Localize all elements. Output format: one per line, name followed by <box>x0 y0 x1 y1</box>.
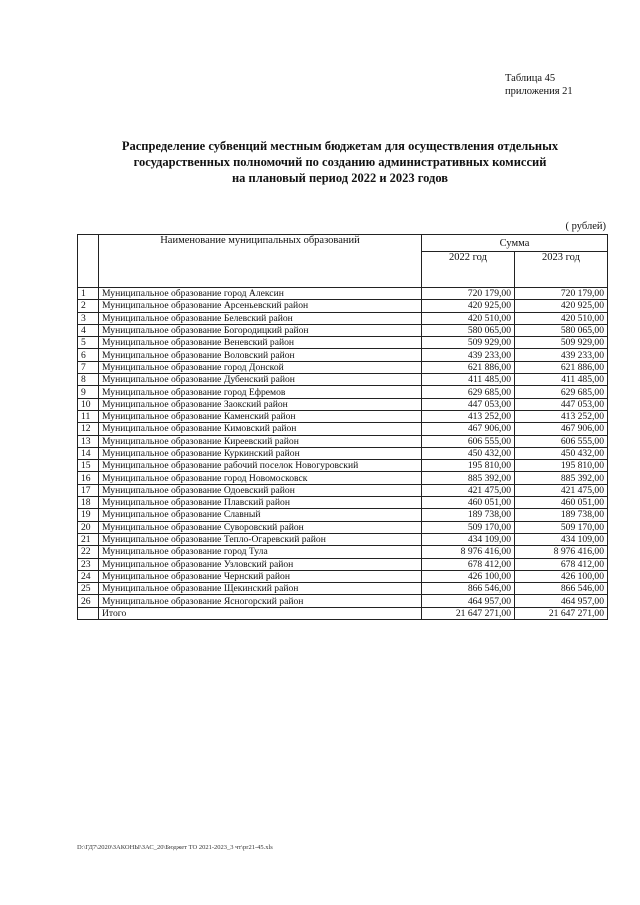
municipality-name-cell: Муниципальное образование Плавский район <box>99 497 422 509</box>
row-number-cell: 18 <box>78 497 99 509</box>
table-row <box>78 398 608 410</box>
amount-2022-cell: 509 170,00 <box>422 521 515 533</box>
municipality-name-cell: Муниципальное образование город Тула <box>99 546 422 558</box>
table-row <box>78 558 608 570</box>
title-line-1: Распределение субвенций местным бюджетам для осуществления отдельных <box>121 139 559 153</box>
municipality-name-cell: Муниципальное образование Белевский район <box>99 312 422 324</box>
table-row <box>78 300 608 312</box>
amount-2023-cell: 606 555,00 <box>515 435 608 447</box>
municipality-name-cell: Муниципальное образование Чернский район <box>99 570 422 582</box>
municipality-name-cell: Муниципальное образование Кимовский район <box>99 423 422 435</box>
amount-2022-cell: 195 810,00 <box>422 460 515 472</box>
amount-2023-cell: 885 392,00 <box>515 472 608 484</box>
amount-2022-cell: 411 485,00 <box>422 374 515 386</box>
municipality-name-cell: Муниципальное образование город Донской <box>99 361 422 373</box>
total-number-cell <box>78 607 99 619</box>
amount-2023-cell: 434 109,00 <box>515 533 608 545</box>
amount-2023-cell: 420 510,00 <box>515 312 608 324</box>
amount-2022-cell: 447 053,00 <box>422 398 515 410</box>
amount-2023-cell: 450 432,00 <box>515 447 608 459</box>
municipality-name-cell: Муниципальное образование Киреевский район <box>99 435 422 447</box>
appendix-label: приложения 21 <box>505 86 573 97</box>
header-sum-cell: Сумма <box>422 235 608 252</box>
units-label: ( рублей) <box>565 221 606 232</box>
amount-2022-cell: 413 252,00 <box>422 410 515 422</box>
amount-2023-cell: 460 051,00 <box>515 497 608 509</box>
amount-2023-cell: 509 170,00 <box>515 521 608 533</box>
table-row <box>78 386 608 398</box>
amount-2022-cell: 426 100,00 <box>422 570 515 582</box>
amount-2023-cell: 621 886,00 <box>515 361 608 373</box>
amount-2023-cell: 439 233,00 <box>515 349 608 361</box>
amount-2023-cell: 8 976 416,00 <box>515 546 608 558</box>
municipality-name-cell: Муниципальное образование Суворовский район <box>99 521 422 533</box>
row-number-cell: 17 <box>78 484 99 496</box>
amount-2023-cell: 195 810,00 <box>515 460 608 472</box>
row-number-cell: 13 <box>78 435 99 447</box>
row-number-cell: 20 <box>78 521 99 533</box>
table-row <box>78 497 608 509</box>
amount-2023-cell: 509 929,00 <box>515 337 608 349</box>
row-number-cell: 8 <box>78 374 99 386</box>
amount-2023-cell: 629 685,00 <box>515 386 608 398</box>
amount-2023-cell: 426 100,00 <box>515 570 608 582</box>
row-number-cell: 14 <box>78 447 99 459</box>
row-number-cell: 24 <box>78 570 99 582</box>
total-2022-cell: 21 647 271,00 <box>422 607 515 619</box>
row-number-cell: 16 <box>78 472 99 484</box>
row-number-cell: 15 <box>78 460 99 472</box>
table-row <box>78 509 608 521</box>
amount-2022-cell: 678 412,00 <box>422 558 515 570</box>
municipality-name-cell: Муниципальное образование Воловский район <box>99 349 422 361</box>
row-number-cell: 23 <box>78 558 99 570</box>
title-line-3: на плановый период 2022 и 2023 годов <box>231 171 449 185</box>
row-number-cell: 26 <box>78 595 99 607</box>
municipality-name-cell: Муниципальное образование город Ефремов <box>99 386 422 398</box>
table-row <box>78 484 608 496</box>
municipality-name-cell: Муниципальное образование Куркинский район <box>99 447 422 459</box>
amount-2022-cell: 509 929,00 <box>422 337 515 349</box>
municipality-name-cell: Муниципальное образование Славный <box>99 509 422 521</box>
table-row <box>78 521 608 533</box>
amount-2023-cell: 447 053,00 <box>515 398 608 410</box>
total-label-cell: Итого <box>99 607 422 619</box>
amount-2023-cell: 720 179,00 <box>515 288 608 300</box>
table-row <box>78 349 608 361</box>
municipality-name-cell: Муниципальное образование Арсеньевский район <box>99 300 422 312</box>
table-row <box>78 423 608 435</box>
amount-2023-cell: 467 906,00 <box>515 423 608 435</box>
subvention-table <box>77 234 608 620</box>
row-number-cell: 12 <box>78 423 99 435</box>
municipality-name-cell: Муниципальное образование город Новомосковск <box>99 472 422 484</box>
amount-2023-cell: 866 546,00 <box>515 583 608 595</box>
amount-2023-cell: 420 925,00 <box>515 300 608 312</box>
municipality-name-cell: Муниципальное образование Ясногорский район <box>99 595 422 607</box>
table-row <box>78 288 608 300</box>
table-row <box>78 435 608 447</box>
row-number-cell: 9 <box>78 386 99 398</box>
table-row <box>78 361 608 373</box>
amount-2022-cell: 439 233,00 <box>422 349 515 361</box>
row-number-cell: 5 <box>78 337 99 349</box>
amount-2022-cell: 421 475,00 <box>422 484 515 496</box>
amount-2022-cell: 866 546,00 <box>422 583 515 595</box>
municipality-name-cell: Муниципальное образование Тепло-Огаревский район <box>99 533 422 545</box>
amount-2022-cell: 464 957,00 <box>422 595 515 607</box>
row-number-cell: 21 <box>78 533 99 545</box>
table-row <box>78 472 608 484</box>
document-title <box>70 138 610 186</box>
table-row <box>78 410 608 422</box>
row-number-cell: 3 <box>78 312 99 324</box>
amount-2023-cell: 413 252,00 <box>515 410 608 422</box>
row-number-cell: 11 <box>78 410 99 422</box>
amount-2022-cell: 621 886,00 <box>422 361 515 373</box>
amount-2023-cell: 464 957,00 <box>515 595 608 607</box>
table-row <box>78 595 608 607</box>
amount-2022-cell: 189 738,00 <box>422 509 515 521</box>
amount-2022-cell: 460 051,00 <box>422 497 515 509</box>
row-number-cell: 1 <box>78 288 99 300</box>
table-row <box>78 533 608 545</box>
municipality-name-cell: Муниципальное образование Щекинский район <box>99 583 422 595</box>
municipality-name-cell: Муниципальное образование Богородицкий район <box>99 324 422 336</box>
table-row <box>78 447 608 459</box>
amount-2022-cell: 580 065,00 <box>422 324 515 336</box>
municipality-name-cell: Муниципальное образование Дубенский район <box>99 374 422 386</box>
amount-2022-cell: 720 179,00 <box>422 288 515 300</box>
table-row <box>78 324 608 336</box>
amount-2023-cell: 411 485,00 <box>515 374 608 386</box>
total-2023-cell: 21 647 271,00 <box>515 607 608 619</box>
table-row <box>78 312 608 324</box>
table-row <box>78 546 608 558</box>
table-row <box>78 570 608 582</box>
amount-2023-cell: 678 412,00 <box>515 558 608 570</box>
header-number-cell <box>78 235 99 288</box>
amount-2022-cell: 420 510,00 <box>422 312 515 324</box>
row-number-cell: 22 <box>78 546 99 558</box>
amount-2023-cell: 189 738,00 <box>515 509 608 521</box>
row-number-cell: 25 <box>78 583 99 595</box>
table-row <box>78 374 608 386</box>
municipality-name-cell: Муниципальное образование Узловский район <box>99 558 422 570</box>
row-number-cell: 6 <box>78 349 99 361</box>
amount-2023-cell: 580 065,00 <box>515 324 608 336</box>
title-line-2: государственных полномочий по созданию административных комиссий <box>133 155 547 169</box>
amount-2022-cell: 467 906,00 <box>422 423 515 435</box>
amount-2022-cell: 420 925,00 <box>422 300 515 312</box>
municipality-name-cell: Муниципальное образование Одоевский район <box>99 484 422 496</box>
municipality-name-cell: Муниципальное образование Веневский район <box>99 337 422 349</box>
amount-2022-cell: 434 109,00 <box>422 533 515 545</box>
amount-2022-cell: 885 392,00 <box>422 472 515 484</box>
table-row <box>78 337 608 349</box>
row-number-cell: 19 <box>78 509 99 521</box>
row-number-cell: 10 <box>78 398 99 410</box>
header-name-cell: Наименование муниципальных образований <box>99 235 422 288</box>
total-row <box>78 607 608 619</box>
header-year-2022-cell: 2022 год <box>422 252 515 288</box>
amount-2022-cell: 629 685,00 <box>422 386 515 398</box>
amount-2022-cell: 450 432,00 <box>422 447 515 459</box>
row-number-cell: 4 <box>78 324 99 336</box>
row-number-cell: 2 <box>78 300 99 312</box>
table-number-label: Таблица 45 <box>505 73 556 84</box>
municipality-name-cell: Муниципальное образование Каменский район <box>99 410 422 422</box>
table-row <box>78 583 608 595</box>
amount-2022-cell: 606 555,00 <box>422 435 515 447</box>
municipality-name-cell: Муниципальное образование город Алексин <box>99 288 422 300</box>
municipality-name-cell: Муниципальное образование Заокский район <box>99 398 422 410</box>
municipality-name-cell: Муниципальное образование рабочий поселок Новогуровский <box>99 460 422 472</box>
table-body <box>78 288 608 608</box>
header-year-2023-cell: 2023 год <box>515 252 608 288</box>
document-reference <box>505 72 585 98</box>
amount-2023-cell: 421 475,00 <box>515 484 608 496</box>
row-number-cell: 7 <box>78 361 99 373</box>
table-row <box>78 460 608 472</box>
file-path-footer: D:\ГД7\2020\ЗАКОНЫ\ЗАС_20\Бюджет ТО 2021-2023_3 чт\pr21-45.xls <box>77 844 273 851</box>
amount-2022-cell: 8 976 416,00 <box>422 546 515 558</box>
